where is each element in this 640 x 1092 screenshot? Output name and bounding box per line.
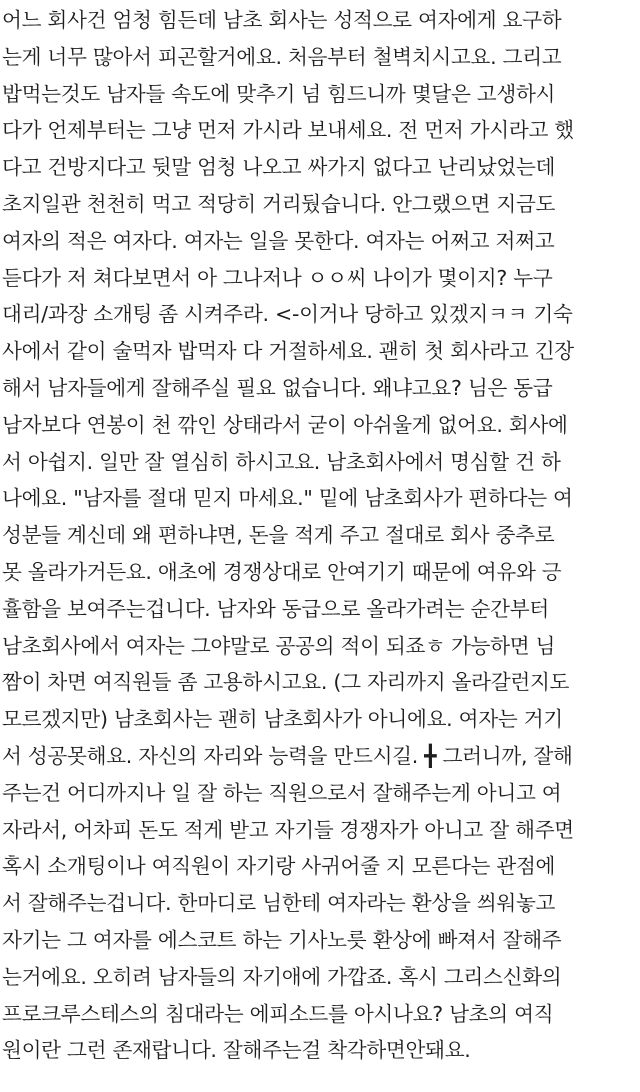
text-line: 원이란 그런 존재랍니다. 잘해주는걸 착각하면안돼요. (2, 1038, 471, 1063)
text-line: 는거에요. 오히려 남자들의 자기애에 가깝죠. 혹시 그리스신화의 (2, 964, 562, 989)
text-line: 서 성공못해요. 자신의 자리와 능력을 만드시길. ╋ 그러니까, 잘해 (2, 743, 573, 768)
text-line: 는게 너무 많아서 피곤할거에요. 처음부터 철벽치시고요. 그리고 (2, 44, 562, 69)
text-line: 초지일관 천천히 먹고 적당히 거리뒀습니다. 안그랬으면 지금도 (2, 191, 556, 216)
text-line: 남자보다 연봉이 천 깎인 상태라서 굳이 아쉬울게 없어요. 회사에 (2, 412, 568, 437)
text-line: 나에요. "남자를 절대 믿지 마세요." 밑에 남초회사가 편하다는 여 (2, 486, 573, 511)
text-line: 성분들 계신데 왜 편하냐면, 돈을 적게 주고 절대로 회사 중추로 (2, 523, 555, 548)
text-line: 다고 건방지다고 뒷말 엄청 나오고 싸가지 없다고 난리났었는데 (2, 155, 556, 180)
text-line: 여자의 적은 여자다. 여자는 일을 못한다. 여자는 어쩌고 저쩌고 (2, 228, 555, 253)
text-line: 다가 언제부터는 그냥 먼저 가시라 보내세요. 전 먼저 가시라고 했 (2, 118, 574, 143)
text-line: 휼함을 보여주는겁니다. 남자와 동급으로 올라가려는 순간부터 (2, 596, 549, 621)
text-line: 프로크루스테스의 침대라는 에피소드를 아시나요? 남초의 여직 (2, 1001, 554, 1026)
text-line: 해서 남자들에게 잘해주실 필요 없습니다. 왜냐고요? 님은 동급 (2, 375, 553, 400)
text-line: 서 아쉽지. 일만 잘 열심히 하시고요. 남초회사에서 명심할 건 하 (2, 449, 561, 474)
text-line: 서 잘해주는겁니다. 한마디로 님한테 여자라는 환상을 씌워놓고 (2, 891, 556, 916)
text-line: 밥먹는것도 남자들 속도에 맞추기 넘 힘드니까 몇달은 고생하시 (2, 81, 556, 106)
text-line: 주는건 어디까지나 일 잘 하는 직원으로서 잘해주는게 아니고 여 (2, 780, 562, 805)
text-line: 모르겠지만) 남초회사는 괜히 남초회사가 아니에요. 여자는 거기 (2, 707, 563, 732)
text-line: 못 올라가거든요. 애초에 경쟁상대로 안여기기 때문에 여유와 긍 (2, 559, 562, 584)
text-line: 남초회사에서 여자는 그야말로 공공의 적이 되죠ㅎ 가능하면 님 (2, 633, 556, 658)
text-line: 대리/과장 소개팅 좀 시켜주라. <-이거나 당하고 있겠지ㅋㅋ 기숙 (2, 302, 573, 327)
text-line: 자기는 그 여자를 에스코트 하는 기사노릇 환상에 빠져서 잘해주 (2, 927, 562, 952)
text-line: 자라서, 어차피 돈도 적게 받고 자기들 경쟁자가 아니고 잘 해주면 (2, 817, 574, 842)
text-line: 사에서 같이 술먹자 밥먹자 다 거절하세요. 괜히 첫 회사라고 긴장 (2, 339, 574, 364)
text-line: 혹시 소개팅이나 여직원이 자기랑 사귀어줄 지 모른다는 관점에 (2, 854, 556, 879)
text-line: 듣다가 저 쳐다보면서 아 그나저나 ㅇㅇ씨 나이가 몇이지? 누구 (2, 265, 553, 290)
text-line: 짬이 차면 여직원들 좀 고용하시고요. (그 자리까지 올라갈런지도 (2, 670, 570, 695)
text-line: 어느 회사건 엄청 힘든데 남초 회사는 성적으로 여자에게 요구하 (2, 8, 562, 32)
